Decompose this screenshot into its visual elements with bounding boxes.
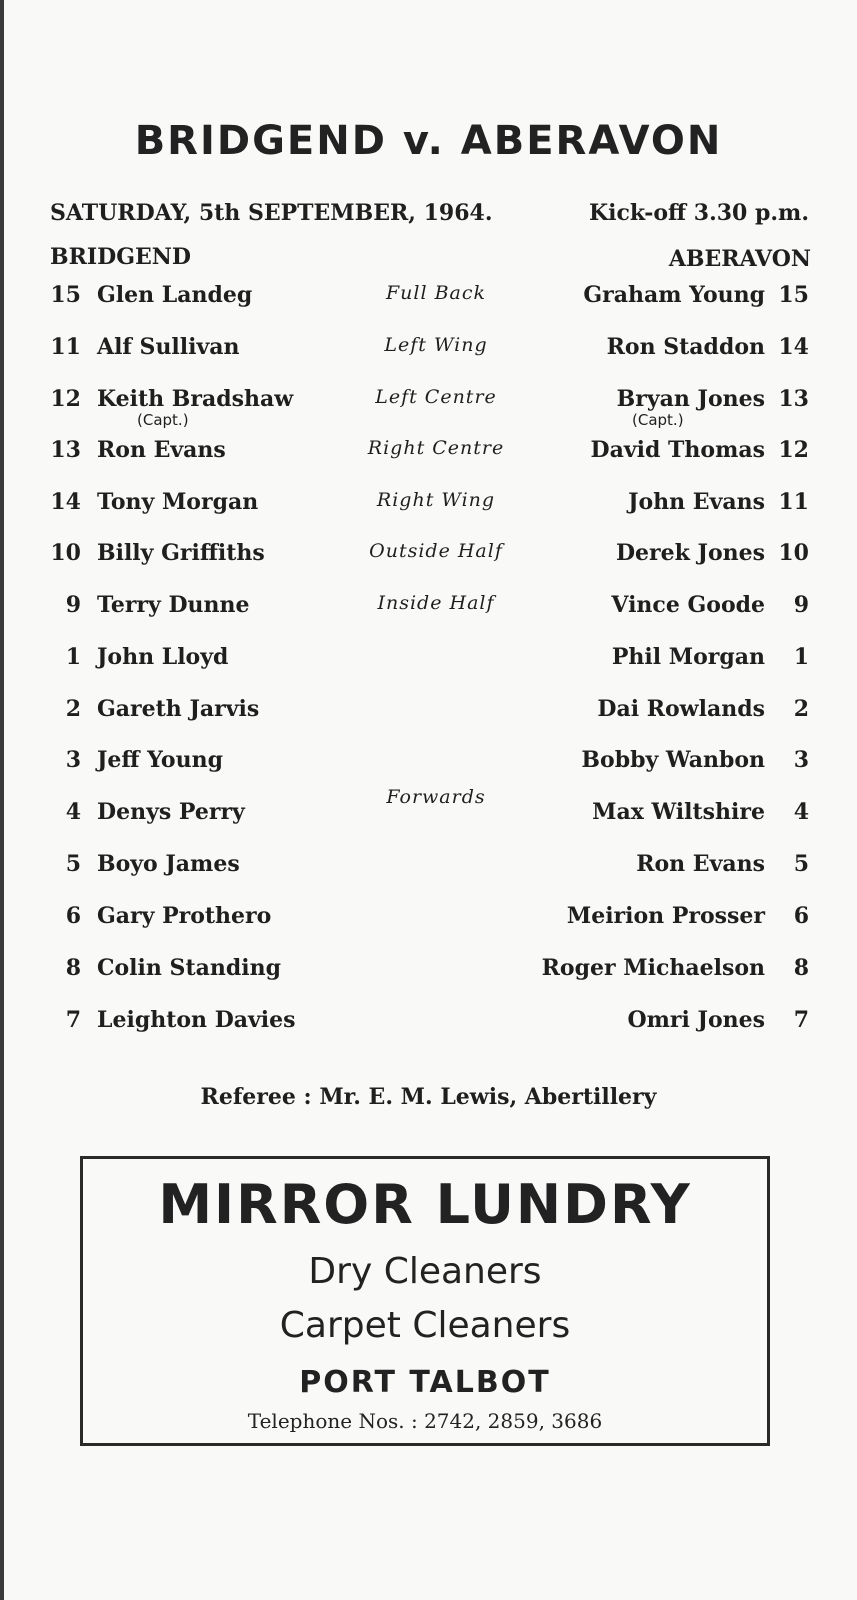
ad-title: MIRROR LUNDRY <box>158 1173 692 1236</box>
position-label: Left Centre <box>375 386 497 408</box>
away-player-name: Vince Goode <box>611 592 765 618</box>
match-date: SATURDAY, 5th SEPTEMBER, 1964. <box>50 200 493 226</box>
away-player-number: 3 <box>793 747 809 773</box>
away-player-number: 10 <box>778 540 809 566</box>
home-player-name: Glen Landeg <box>97 282 253 308</box>
table-row <box>0 955 857 995</box>
home-player-number: 13 <box>50 437 81 463</box>
table-row <box>0 592 857 632</box>
table-row <box>0 437 857 477</box>
position-label: Outside Half <box>369 540 503 562</box>
table-row <box>0 644 857 684</box>
home-player-number: 1 <box>65 644 81 670</box>
table-row <box>0 1007 857 1047</box>
away-player-number: 14 <box>778 334 809 360</box>
home-player-number: 6 <box>65 903 81 929</box>
table-row <box>0 747 857 787</box>
position-label: Left Wing <box>384 334 488 356</box>
kickoff-time: Kick-off 3.30 p.m. <box>589 200 809 226</box>
away-player-name: David Thomas <box>590 437 765 463</box>
home-player-name: Ron Evans <box>97 437 226 463</box>
position-label: Inside Half <box>377 592 495 614</box>
home-captain-label: (Capt.) <box>137 411 189 429</box>
away-player-number: 2 <box>793 696 809 722</box>
away-player-number: 4 <box>793 799 809 825</box>
home-player-number: 15 <box>50 282 81 308</box>
away-player-number: 12 <box>778 437 809 463</box>
away-player-number: 11 <box>778 489 809 515</box>
home-player-name: Gary Prothero <box>97 903 272 929</box>
away-player-number: 9 <box>793 592 809 618</box>
home-player-name: Denys Perry <box>97 799 245 825</box>
home-player-number: 12 <box>50 386 81 412</box>
away-player-name: Bobby Wanbon <box>581 747 765 773</box>
referee-line: Referee : Mr. E. M. Lewis, Abertillery <box>200 1084 657 1110</box>
home-player-name: Terry Dunne <box>97 592 250 618</box>
team-left-header: BRIDGEND <box>50 244 191 270</box>
table-row <box>0 386 857 426</box>
away-player-name: Roger Michaelson <box>541 955 765 981</box>
home-player-number: 2 <box>65 696 81 722</box>
away-player-number: 5 <box>793 851 809 877</box>
away-player-number: 7 <box>793 1007 809 1033</box>
away-player-name: Graham Young <box>583 282 765 308</box>
home-player-number: 11 <box>50 334 81 360</box>
home-player-name: Billy Griffiths <box>97 540 265 566</box>
away-player-name: Meirion Prosser <box>566 903 765 929</box>
home-player-name: Keith Bradshaw <box>97 386 294 412</box>
position-label: Right Centre <box>367 437 505 459</box>
away-player-name: Derek Jones <box>615 540 765 566</box>
home-player-number: 5 <box>65 851 81 877</box>
away-player-name: Phil Morgan <box>611 644 765 670</box>
table-row <box>0 851 857 891</box>
away-player-name: John Evans <box>628 489 765 515</box>
home-player-name: Colin Standing <box>97 955 281 981</box>
home-player-name: Alf Sullivan <box>97 334 240 360</box>
away-player-number: 13 <box>778 386 809 412</box>
position-label: Full Back <box>385 282 487 304</box>
home-player-number: 14 <box>50 489 81 515</box>
table-row <box>0 282 857 322</box>
table-row <box>0 489 857 529</box>
home-player-number: 8 <box>65 955 81 981</box>
table-row <box>0 903 857 943</box>
away-player-name: Ron Staddon <box>606 334 765 360</box>
away-player-name: Bryan Jones <box>616 386 765 412</box>
table-row <box>0 540 857 580</box>
away-player-number: 1 <box>793 644 809 670</box>
position-label: Right Wing <box>376 489 496 511</box>
ad-telephone: Telephone Nos. : 2742, 2859, 3686 <box>247 1409 603 1433</box>
ad-service-dry: Dry Cleaners <box>308 1251 542 1292</box>
away-player-name: Ron Evans <box>636 851 765 877</box>
home-player-name: John Lloyd <box>97 644 229 670</box>
home-player-name: Leighton Davies <box>97 1007 296 1033</box>
home-player-number: 4 <box>65 799 81 825</box>
match-title: BRIDGEND v. ABERAVON <box>134 118 723 164</box>
ad-location: PORT TALBOT <box>299 1365 551 1400</box>
home-player-name: Gareth Jarvis <box>97 696 260 722</box>
ad-service-carpet: Carpet Cleaners <box>279 1305 571 1346</box>
away-player-number: 15 <box>778 282 809 308</box>
away-player-number: 6 <box>793 903 809 929</box>
home-player-number: 3 <box>65 747 81 773</box>
home-player-name: Boyo James <box>97 851 240 877</box>
table-row <box>0 696 857 736</box>
table-row <box>0 334 857 374</box>
away-player-number: 8 <box>793 955 809 981</box>
away-captain-label: (Capt.) <box>632 411 684 429</box>
home-player-name: Tony Morgan <box>97 489 259 515</box>
advertisement-box <box>80 1156 770 1446</box>
away-player-name: Max Wiltshire <box>592 799 765 825</box>
forwards-label: Forwards <box>386 786 486 808</box>
away-player-name: Dai Rowlands <box>597 696 765 722</box>
home-player-name: Jeff Young <box>97 747 223 773</box>
home-player-number: 9 <box>65 592 81 618</box>
away-player-name: Omri Jones <box>627 1007 765 1033</box>
home-player-number: 7 <box>65 1007 81 1033</box>
home-player-number: 10 <box>50 540 81 566</box>
team-right-header: ABERAVON <box>668 246 811 272</box>
